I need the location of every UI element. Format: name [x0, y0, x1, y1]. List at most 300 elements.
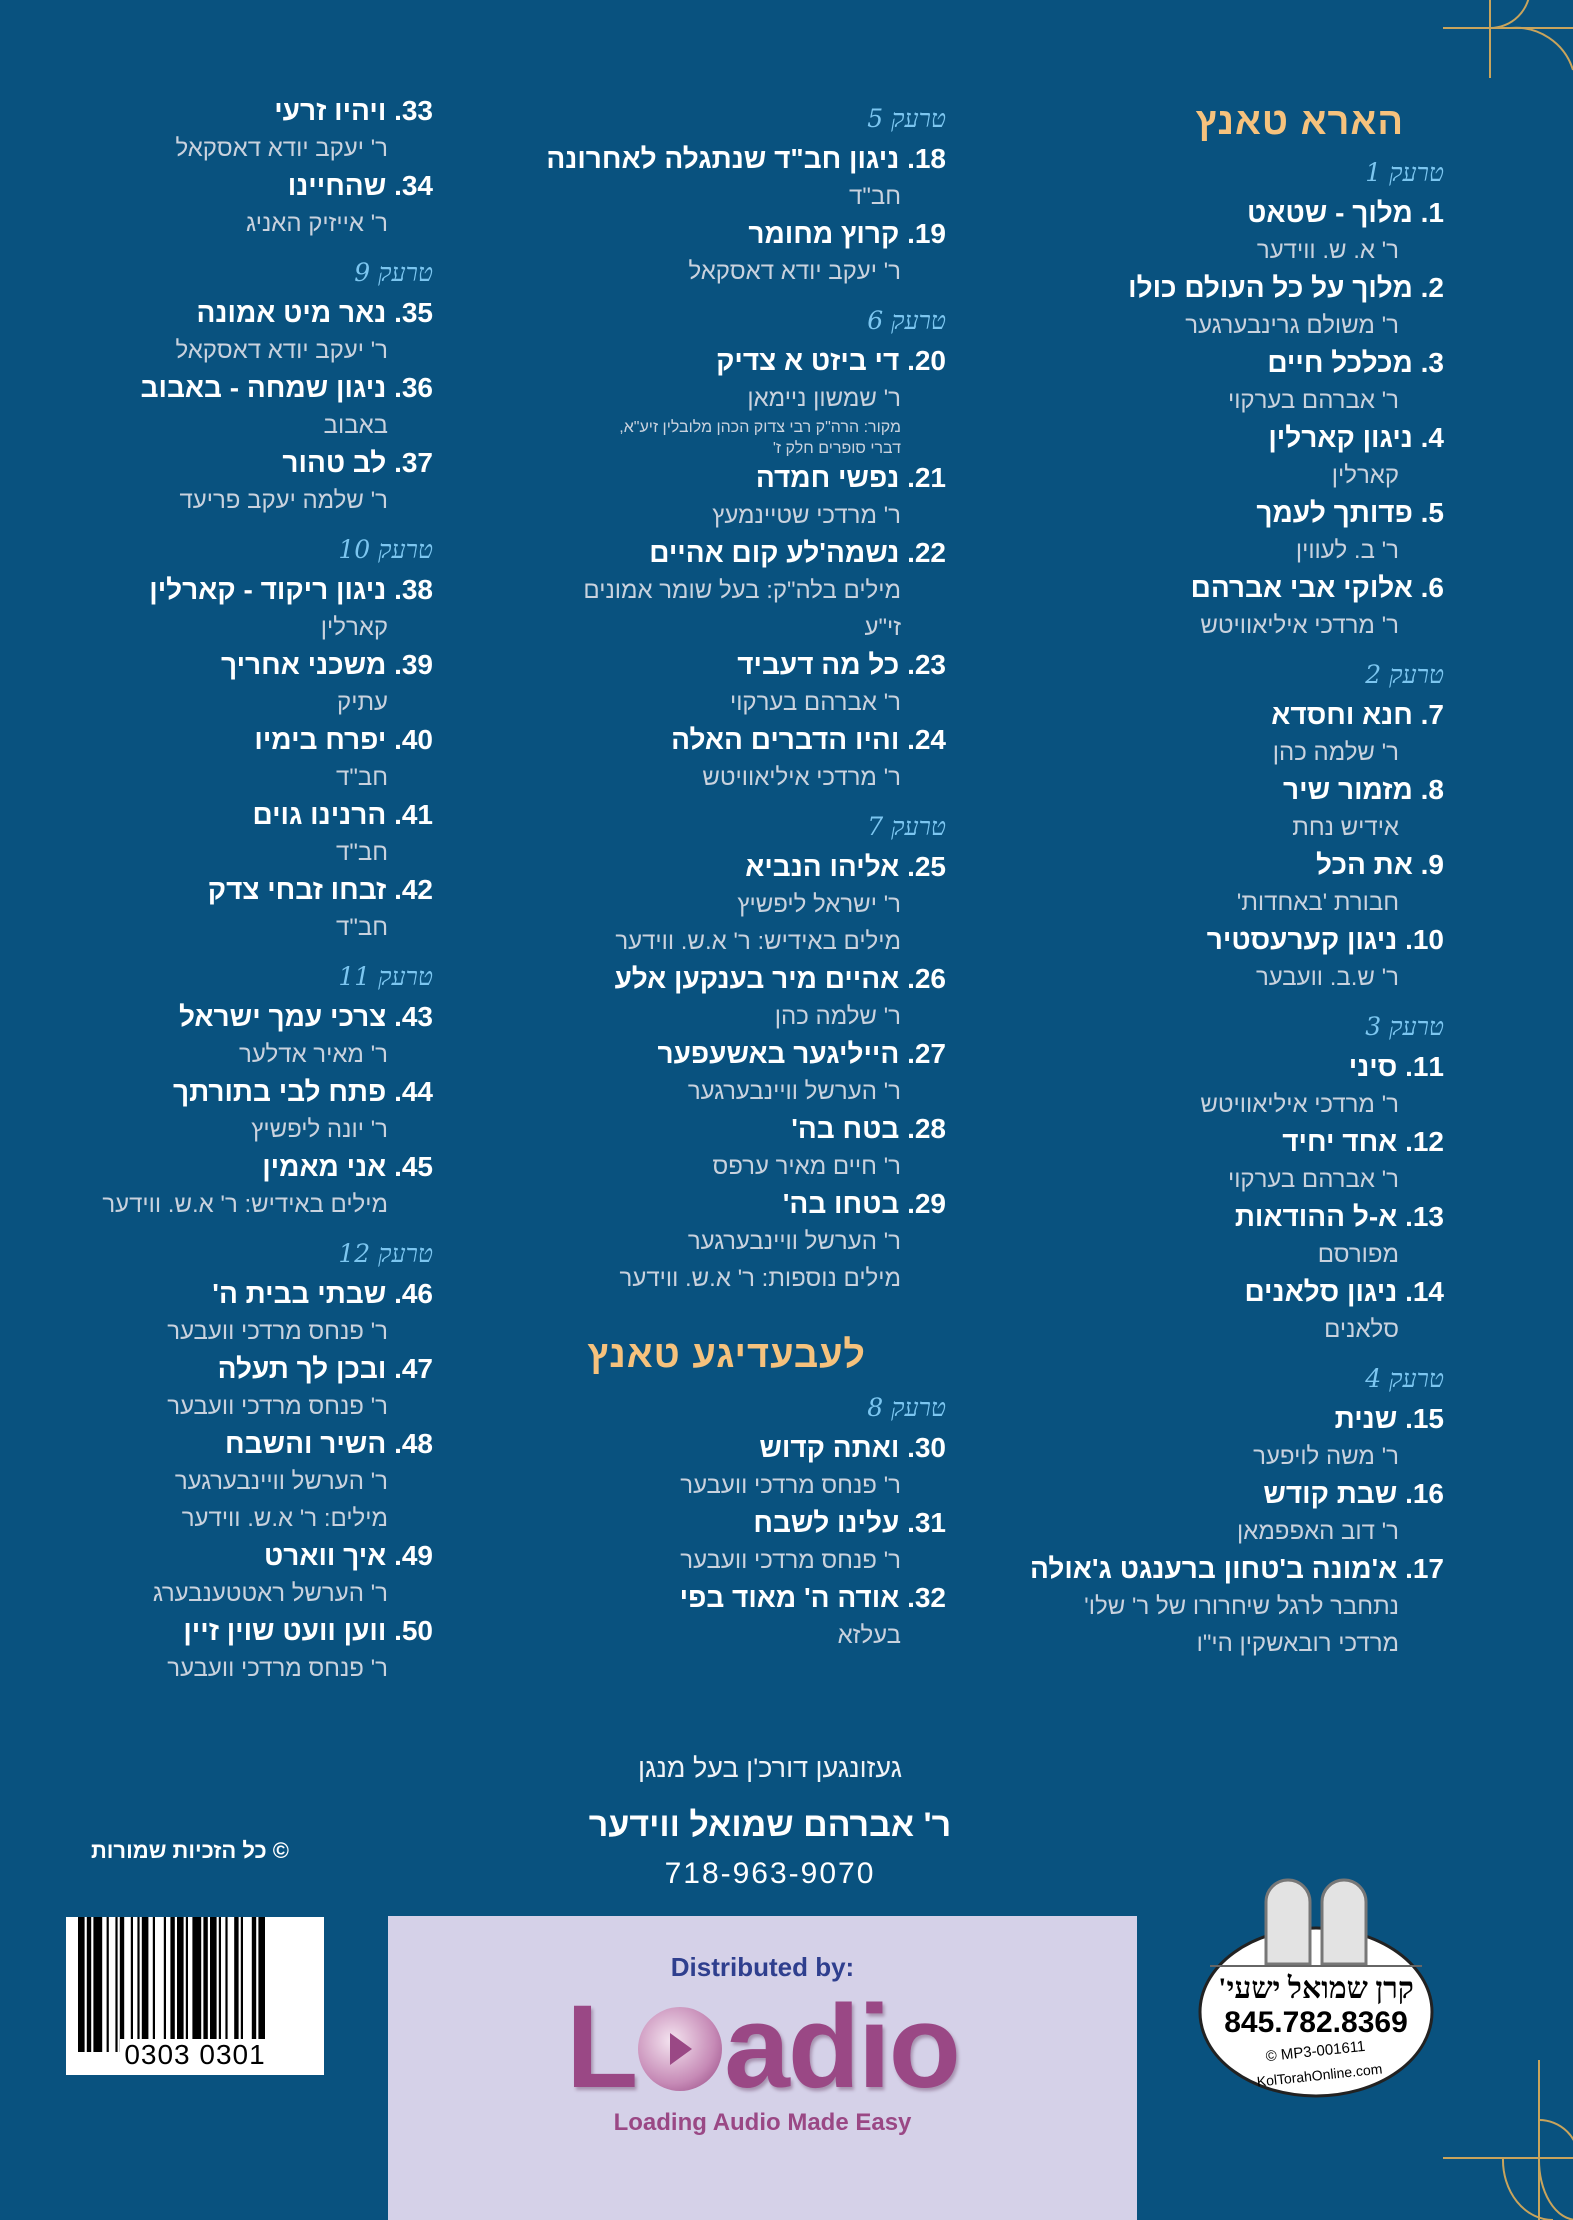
song-title — [3, 1425, 433, 1463]
song-title — [3, 1612, 433, 1650]
song-item — [3, 871, 433, 946]
song-name: אני מאמין — [262, 1151, 387, 1182]
song-title — [924, 1123, 1444, 1161]
song-credit: ר' פנחס מרדכי וועבער — [167, 1655, 388, 1682]
song-item — [3, 571, 433, 646]
song-credit: ר' הערשל וויינבערגער — [687, 1228, 901, 1255]
song-name: בטח בה' — [791, 1113, 900, 1144]
song-number: 35. — [394, 297, 433, 328]
song-number: 33. — [394, 95, 433, 126]
column-left — [3, 92, 433, 1687]
song-number: 32. — [907, 1582, 946, 1613]
barcode-bar — [225, 1917, 227, 2052]
song-title — [924, 1550, 1444, 1588]
track-header: טרעק 1 — [1365, 158, 1444, 187]
track-header: טרעק 6 — [867, 306, 946, 335]
song-item — [924, 194, 1444, 269]
song-name: נאר מיט אמונה — [196, 297, 387, 328]
song-title — [3, 444, 433, 482]
song-credit: ר' פנחס מרדכי וועבער — [680, 1547, 901, 1574]
track-header: טרעק 4 — [1365, 1364, 1444, 1393]
song-credit: ר' משה לויפער — [1253, 1443, 1399, 1470]
song-name: שנית — [1334, 1403, 1398, 1434]
song-item — [924, 344, 1444, 419]
song-item — [426, 1429, 946, 1504]
song-credit: חב"ד — [336, 914, 388, 941]
song-item — [924, 569, 1444, 644]
column-middle — [426, 102, 946, 1654]
seal-name: קרן שמואל ישעי' — [1218, 1972, 1414, 2005]
barcode-bar — [186, 1917, 188, 2052]
song-name: אודה ה' מאוד בפי — [679, 1582, 900, 1613]
song-credit: ר' פנחס מרדכי וועבער — [680, 1472, 901, 1499]
song-name: א'מונה ב'טחון ברענגט ג'אולה — [1029, 1553, 1398, 1584]
credit-sung-by: געזונגען דורכ'ן בעל מנגן — [637, 1753, 902, 1783]
barcode-bar — [107, 1917, 109, 2052]
barcode-bar — [210, 1917, 217, 2052]
song-number: 5. — [1420, 497, 1444, 528]
song-credit: ר' יעקב יודא דאסקאל — [175, 135, 388, 162]
song-number: 49. — [394, 1540, 433, 1571]
song-credit: עתיק — [337, 689, 388, 716]
song-name: והיו הדברים האלה — [671, 724, 900, 755]
song-credit: ר' ישראל ליפשיץ — [737, 891, 901, 918]
song-item — [426, 848, 946, 960]
song-number: 22. — [907, 537, 946, 568]
song-number: 37. — [394, 447, 433, 478]
song-name: ובכן לך תעלה — [217, 1353, 387, 1384]
song-credit: ר' מרדכי שטיינמעץ — [712, 502, 901, 529]
song-item — [3, 646, 433, 721]
song-number: 43. — [394, 1001, 433, 1032]
song-number: 30. — [907, 1432, 946, 1463]
song-title — [924, 269, 1444, 307]
barcode-digits: 0303 0301 — [120, 2039, 269, 2070]
song-number: 46. — [394, 1278, 433, 1309]
song-item — [3, 1073, 433, 1148]
song-title — [3, 294, 433, 332]
song-credit: חב"ד — [336, 839, 388, 866]
song-number: 41. — [394, 799, 433, 830]
song-number: 15. — [1405, 1403, 1444, 1434]
song-item — [3, 796, 433, 871]
song-item — [924, 1123, 1444, 1198]
barcode-bar — [93, 1917, 102, 2052]
song-credit: נתחבר לרגל שיחרורו של ר' שלו' — [1084, 1593, 1399, 1620]
song-name: ניגון קערעסטיר — [1206, 924, 1398, 955]
song-name: מכלכל חיים — [1267, 347, 1413, 378]
play-icon — [638, 2007, 722, 2091]
song-title — [3, 571, 433, 609]
song-item — [426, 1185, 946, 1297]
song-credit: קארלין — [1331, 462, 1399, 489]
song-item — [924, 494, 1444, 569]
track-header: טרעק 5 — [867, 104, 946, 133]
song-credit: ר' מרדכי איליאוויטש — [702, 764, 901, 791]
track-header: טרעק 2 — [1365, 660, 1444, 689]
song-credit: סלאנים — [1324, 1316, 1399, 1343]
song-number: 36. — [394, 372, 433, 403]
track-header: טרעק 8 — [867, 1393, 946, 1422]
song-credit: ר' פנחס מרדכי וועבער — [167, 1393, 388, 1420]
song-title — [3, 1148, 433, 1186]
track-header: טרעק 10 — [338, 535, 433, 564]
song-name: ניגון סלאנים — [1244, 1276, 1398, 1307]
song-item — [3, 294, 433, 369]
song-item — [3, 1148, 433, 1223]
song-item — [924, 1475, 1444, 1550]
song-name: נשמה'לע קום אהיים — [649, 537, 900, 568]
song-title — [426, 848, 946, 886]
song-name: ניגון חב"ד שנתגלה לאחרונה — [546, 143, 900, 174]
song-title — [426, 1504, 946, 1542]
song-title — [3, 646, 433, 684]
song-credit: מילים באידיש: ר' א.ש. ווידער — [615, 928, 901, 955]
song-number: 4. — [1420, 422, 1444, 453]
song-number: 9. — [1420, 849, 1444, 880]
song-credit: חב"ד — [336, 764, 388, 791]
song-name: הייליגער באשעפער — [657, 1038, 900, 1069]
song-number: 31. — [907, 1507, 946, 1538]
song-item — [426, 1579, 946, 1654]
song-name: מזמור שיר — [1283, 774, 1413, 805]
song-item — [924, 1400, 1444, 1475]
song-item — [924, 269, 1444, 344]
song-title — [426, 342, 946, 380]
song-title — [3, 369, 433, 407]
song-credit: ר' אברהם בערקוי — [729, 689, 901, 716]
track-header: טרעק 11 — [338, 962, 433, 991]
song-credit: ר' שלמה כהן — [774, 1003, 901, 1030]
song-title — [426, 534, 946, 572]
barcode-bar — [177, 1917, 184, 2052]
barcode-bar — [120, 1917, 124, 2052]
barcode-bar — [164, 1917, 166, 2052]
song-credit: זי"ע — [864, 614, 901, 641]
song-title — [426, 1579, 946, 1617]
song-item — [924, 419, 1444, 494]
song-name: א-ל ההודאות — [1234, 1201, 1398, 1232]
song-name: עלינו לשבח — [753, 1507, 900, 1538]
barcode-bar — [203, 1917, 207, 2052]
song-item — [3, 1537, 433, 1612]
song-title — [3, 871, 433, 909]
song-credit: מילים נוספות: ר' א.ש. ווידער — [619, 1265, 901, 1292]
song-number: 7. — [1420, 699, 1444, 730]
lebedige-section-title: לעבעדיגע טאנץ — [587, 1334, 866, 1376]
song-number: 17. — [1405, 1553, 1444, 1584]
song-number: 47. — [394, 1353, 433, 1384]
song-name: ואתה קדוש — [759, 1432, 900, 1463]
barcode-bar — [142, 1917, 149, 2052]
song-title — [3, 1350, 433, 1388]
song-item — [426, 1035, 946, 1110]
song-item — [426, 646, 946, 721]
song-name: חנא וחסדא — [1271, 699, 1413, 730]
barcode-bar — [137, 1917, 139, 2052]
song-title — [426, 721, 946, 759]
song-number: 13. — [1405, 1201, 1444, 1232]
song-number: 8. — [1420, 774, 1444, 805]
song-credit: חב"ד — [849, 183, 901, 210]
song-title — [3, 1073, 433, 1111]
song-number: 1. — [1420, 197, 1444, 228]
song-item — [924, 846, 1444, 921]
song-title — [426, 1429, 946, 1467]
song-item — [3, 1350, 433, 1425]
barcode — [66, 1917, 324, 2075]
song-number: 34. — [394, 170, 433, 201]
song-credit: אידיש נחת — [1292, 814, 1399, 841]
song-credit: ר' יעקב יודא דאסקאל — [688, 258, 901, 285]
track-header: טרעק 3 — [1365, 1012, 1444, 1041]
song-number: 11. — [1405, 1051, 1444, 1082]
song-name: פתח לבי בתורתך — [172, 1076, 387, 1107]
song-name: שבתי בבית ה' — [212, 1278, 387, 1309]
track-header: טרעק 7 — [867, 812, 946, 841]
song-name: זבחו זבחי צדק — [207, 874, 387, 905]
song-credit: מילים באידיש: ר' א.ש. ווידער — [102, 1191, 388, 1218]
song-credit: ר' פנחס מרדכי וועבער — [167, 1318, 388, 1345]
song-item — [924, 771, 1444, 846]
song-name: שהחיינו — [287, 170, 387, 201]
song-item — [3, 1275, 433, 1350]
song-title — [924, 1198, 1444, 1236]
song-item — [426, 140, 946, 215]
song-title — [924, 569, 1444, 607]
song-number: 19. — [907, 218, 946, 249]
song-title — [426, 1035, 946, 1073]
seal-website: KolTorahOnline.com — [1255, 2060, 1383, 2090]
song-item — [426, 721, 946, 796]
barcode-bar — [153, 1917, 155, 2052]
barcode-bar — [170, 1917, 174, 2052]
song-credit: ר' אברהם בערקוי — [1227, 387, 1399, 414]
song-item — [3, 167, 433, 242]
song-title — [426, 1110, 946, 1148]
distributed-by-label: Distributed by: — [670, 1952, 855, 1982]
song-title — [924, 846, 1444, 884]
song-credit: ר' מרדכי איליאוויטש — [1200, 612, 1399, 639]
song-name: השיר והשבח — [225, 1428, 387, 1459]
song-credit: חבורת 'באחדות' — [1236, 889, 1399, 916]
song-number: 2. — [1420, 272, 1444, 303]
song-title — [426, 960, 946, 998]
song-item — [426, 342, 946, 459]
song-item — [3, 1425, 433, 1537]
song-title — [3, 721, 433, 759]
song-credit: ר' אברהם בערקוי — [1227, 1166, 1399, 1193]
song-source-note: מקור: הרה"ק רבי צדוק הכהן מלובלין זיע"א, — [619, 419, 901, 436]
track-list-left — [3, 92, 433, 1687]
song-name: קרוץ מחומר — [748, 218, 900, 249]
song-item — [426, 215, 946, 290]
song-credit: ר' הערשל ראטטענבערג — [152, 1580, 388, 1607]
barcode-bar — [252, 1917, 256, 2052]
song-source-note: דברי סופרים חלק ז' — [772, 440, 901, 457]
song-title — [3, 167, 433, 205]
song-credit: ר' אייזיק האניג — [246, 210, 388, 237]
song-number: 12. — [1405, 1126, 1444, 1157]
song-credit: ר' יעקב יודא דאסקאל — [175, 337, 388, 364]
song-name: צרכי עמך ישראל — [178, 1001, 387, 1032]
song-credit: ר' הערשל וויינבערגער — [174, 1468, 388, 1495]
song-name: בטחו בה' — [782, 1188, 900, 1219]
song-credit: ר' ב. לעווין — [1295, 537, 1399, 564]
song-number: 50. — [394, 1615, 433, 1646]
barcode-bar — [87, 1917, 91, 2052]
loadio-logo: L adio — [566, 1981, 959, 2113]
song-name: איך ווארט — [263, 1540, 387, 1571]
song-number: 21. — [907, 462, 946, 493]
song-name: שבת קודש — [1263, 1478, 1398, 1509]
copyright-notice: © כל הזכיות שמורות — [91, 1838, 289, 1863]
song-title — [924, 1273, 1444, 1311]
song-number: 20. — [907, 345, 946, 376]
song-name: פדותך לעמך — [1256, 497, 1413, 528]
song-title — [3, 1275, 433, 1313]
corner-ornament-top — [1443, 0, 1573, 80]
song-name: נפשי חמדה — [755, 462, 900, 493]
song-title — [3, 998, 433, 1036]
song-name: את הכל — [1316, 849, 1413, 880]
song-item — [3, 721, 433, 796]
song-number: 14. — [1405, 1276, 1444, 1307]
column-right — [924, 92, 1444, 1662]
song-title — [924, 1048, 1444, 1086]
song-item — [924, 1198, 1444, 1273]
song-item — [3, 1612, 433, 1687]
song-title — [3, 92, 433, 130]
song-title — [426, 459, 946, 497]
song-credit: ר' שלמה יעקב פריעד — [179, 487, 388, 514]
song-credit: ר' ש.ב. וועבער — [1255, 964, 1399, 991]
song-name: מלוך על כל העולם כולו — [1128, 272, 1413, 303]
song-credit: באבוב — [323, 412, 388, 439]
track-list-right — [924, 156, 1444, 1662]
song-title — [924, 494, 1444, 532]
song-item — [924, 1048, 1444, 1123]
song-credit: ר' מאיר אדלער — [239, 1041, 388, 1068]
song-credit: ר' חיים מאיר ערפס — [712, 1153, 901, 1180]
song-title — [3, 796, 433, 834]
song-credit: מילים בלה"ק: בעל שומר אמונים — [583, 577, 901, 604]
song-credit: ר' שמשון ניימאן — [747, 385, 901, 412]
song-number: 44. — [394, 1076, 433, 1107]
song-number: 26. — [907, 963, 946, 994]
song-name: אהיים מיר בענקען אלע — [614, 963, 900, 994]
barcode-bar — [219, 1917, 221, 2052]
song-title — [924, 1475, 1444, 1513]
song-name: אלוקי אבי אברהם — [1190, 572, 1413, 603]
song-item — [426, 459, 946, 534]
song-credit: ר' יונה ליפשיץ — [251, 1116, 388, 1143]
song-title — [924, 696, 1444, 734]
barcode-bar — [192, 1917, 201, 2052]
song-title — [924, 419, 1444, 457]
song-number: 10. — [1405, 924, 1444, 955]
song-number: 3. — [1420, 347, 1444, 378]
song-credit: מילים: ר' א.ש. ווידער — [181, 1505, 388, 1532]
barcode-bar — [78, 1917, 85, 2052]
barcode-bar — [258, 1917, 265, 2052]
song-item — [3, 998, 433, 1073]
song-credit: ר' הערשל וויינבערגער — [687, 1078, 901, 1105]
track-header: טרעק 9 — [354, 258, 433, 287]
song-number: 16. — [1405, 1478, 1444, 1509]
song-title — [426, 1185, 946, 1223]
song-number: 25. — [907, 851, 946, 882]
song-item — [3, 92, 433, 167]
song-credit: קארלין — [320, 614, 388, 641]
song-item — [3, 369, 433, 444]
song-name: אליהו הנביא — [745, 851, 900, 882]
song-number: 18. — [907, 143, 946, 174]
song-item — [3, 444, 433, 519]
song-number: 39. — [394, 649, 433, 680]
song-item — [924, 696, 1444, 771]
song-name: יפרח בימיו — [254, 724, 387, 755]
song-number: 38. — [394, 574, 433, 605]
song-credit: בעלזא — [837, 1622, 901, 1649]
song-credit: ר' משולם גרינבערגער — [1185, 312, 1399, 339]
song-title — [924, 344, 1444, 382]
barcode-bar — [241, 1917, 243, 2052]
song-item — [426, 960, 946, 1035]
song-item — [924, 921, 1444, 996]
song-number: 40. — [394, 724, 433, 755]
song-item — [924, 1273, 1444, 1348]
song-credit: מפורסם — [1317, 1241, 1399, 1268]
song-name: ויהיו זרעי — [274, 95, 387, 126]
seal-phone: 845.782.8369 — [1224, 2006, 1408, 2039]
track-list-middle-top — [426, 102, 946, 1297]
song-title — [924, 1400, 1444, 1438]
barcode-bar — [234, 1917, 238, 2052]
barcode-bar — [131, 1917, 133, 2052]
credit-phone: 718-963-9070 — [664, 1857, 876, 1890]
song-number: 27. — [907, 1038, 946, 1069]
song-name: ווען וועט שוין זיין — [183, 1615, 387, 1646]
hora-section-title: הארא טאנץ — [1195, 101, 1404, 143]
song-credit: ר' דוב האפפמאן — [1237, 1518, 1399, 1545]
song-name: לב טהור — [282, 447, 387, 478]
song-item — [924, 1550, 1444, 1662]
song-item — [426, 1110, 946, 1185]
track-header: טרעק 12 — [338, 1239, 433, 1268]
song-title — [3, 1537, 433, 1575]
song-title — [426, 215, 946, 253]
song-name: ניגון שמחה - באבוב — [140, 372, 387, 403]
song-credit: ר' א. ש. ווידער — [1256, 237, 1399, 264]
song-name: כל מה דעביד — [737, 649, 900, 680]
song-title — [924, 194, 1444, 232]
song-number: 23. — [907, 649, 946, 680]
song-number: 28. — [907, 1113, 946, 1144]
song-number: 24. — [907, 724, 946, 755]
track-list-middle-bottom — [426, 1391, 946, 1654]
song-title — [426, 646, 946, 684]
song-item — [426, 534, 946, 646]
loadio-tagline: Loading Audio Made Easy — [613, 2109, 912, 2136]
song-credit: ר' מרדכי איליאוויטש — [1200, 1091, 1399, 1118]
song-name: סיני — [1348, 1051, 1398, 1082]
song-title — [426, 140, 946, 178]
credit-singer-name: ר' אברהם שמואל ווידער — [588, 1806, 952, 1844]
song-name: משכני אחריך — [221, 649, 387, 680]
seal-code: © MP3-001611 — [1264, 2037, 1367, 2066]
song-name: הרנינו גוים — [252, 799, 387, 830]
